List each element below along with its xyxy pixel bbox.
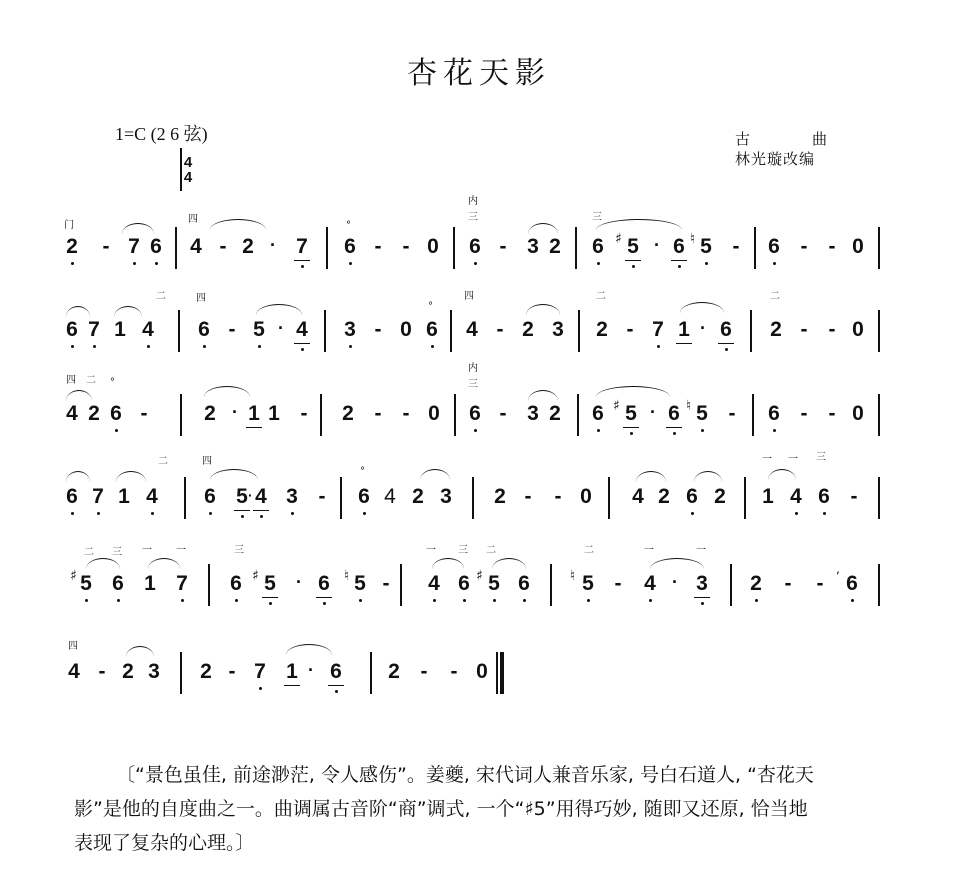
note: 6 [202,485,218,509]
fingering-mark: 四 [68,641,78,652]
note: 2 [748,572,764,596]
barline [750,310,752,352]
note: 5 [234,485,250,509]
fingering-mark: 一 [176,545,186,556]
slur [286,644,332,655]
time-numerator: 4 [183,154,193,171]
note: 0 [852,402,864,425]
note: 5 [625,235,641,259]
note: 1 [268,402,280,425]
note: 5 [78,572,94,596]
fingering-mark: 四 [196,293,206,304]
barline [577,394,579,436]
barline [178,310,180,352]
barline [320,394,322,436]
note: 6 [467,235,483,259]
dash: - [300,402,308,425]
slur [86,558,120,569]
dash: - [382,572,390,595]
barline [744,477,746,519]
fingering-mark: 二 [156,291,166,302]
sharp-icon: ♯ [615,231,622,247]
slur [122,223,154,234]
note: 6 [64,485,80,509]
note: 6 [844,572,860,596]
dash: - [499,235,507,258]
note: 6 [228,572,244,596]
note: 6 [424,318,440,342]
note: 6 [516,572,532,596]
dash: - [228,660,236,683]
note: 2 [770,318,782,341]
note: 6 [590,402,606,426]
note: 6 [356,485,372,509]
note: 0 [580,485,592,508]
note: 2 [549,235,561,258]
fingering-mark: 四 [66,375,76,386]
note: 2 [388,660,400,683]
dash: - [800,235,808,258]
note: 0 [428,402,440,425]
note: 4 [642,572,658,596]
note: 3 [284,485,300,509]
barline [578,310,580,352]
barline [754,227,756,269]
note: 2 [494,485,506,508]
slur [694,471,722,482]
note: 1 [118,485,130,508]
fingering-mark: 三 [234,545,244,556]
note: 7 [174,572,190,596]
credit-origin: 古曲 [735,130,890,148]
barline [400,564,402,606]
natural-icon: ♮ [570,568,576,584]
annotation-line-3: 表现了复杂的心理。〕 [74,832,255,854]
barline [575,227,577,269]
dash: - [228,318,236,341]
barline [450,310,452,352]
fingering-mark: ° [110,377,115,388]
note: 4 [466,318,478,341]
note: 7 [650,318,666,342]
fingering-mark: 一 [644,545,654,556]
slur [596,386,670,397]
fingering-mark: 二 [584,545,594,556]
barline [878,477,880,519]
note: 6 [328,660,344,684]
natural-icon: ♮ [686,398,692,414]
note: 6 [110,572,126,596]
barline [208,564,210,606]
note: 4 [253,485,269,509]
note: 0 [476,660,488,683]
barline [184,477,186,519]
fingering-mark: 一 [142,545,152,556]
fingering-mark: 四 [464,291,474,302]
barline [878,394,880,436]
barline [752,394,754,436]
dash: - [554,485,562,508]
note: 6 [671,235,687,259]
note: 5 [262,572,278,596]
note: 5 [486,572,502,596]
dash: - [626,318,634,341]
slur [66,471,90,482]
final-barline-thick [500,652,504,694]
slur [420,469,450,480]
fingering-mark: 一 [762,454,772,465]
natural-icon: ♮ [344,568,350,584]
note: 5 [251,318,267,342]
note: 6 [816,485,832,509]
barline [878,564,880,606]
fingering-mark: 三 [816,452,826,463]
final-barline-thin [496,652,498,694]
augmentation-dot: · [654,235,660,255]
fingering-mark: 一 [696,545,706,556]
fingering-mark: 二 [486,545,496,556]
fingering-mark: 四 [202,456,212,467]
note: 6 [666,402,682,426]
note: 6 [590,235,606,259]
augmentation-dot: · [278,318,284,338]
note: 3 [148,660,160,683]
fingering-mark: ° [360,466,365,477]
dash: - [524,485,532,508]
note: 6 [766,402,782,426]
note: 6 [342,235,358,259]
note: 6 [64,318,80,342]
augmentation-dot: · [308,660,314,680]
dash: - [728,402,736,425]
note: 0 [852,235,864,258]
fingering-mark: ° [428,301,433,312]
barline [550,564,552,606]
dash: - [732,235,740,258]
slur [148,558,180,569]
dash: - [850,485,858,508]
slur [66,390,92,401]
barline [180,652,182,694]
note: 2 [64,235,80,259]
credit-arranger: 林光璇改编 [735,150,816,168]
breath-mark: , [836,562,840,576]
augmentation-dot: · [232,402,238,422]
dash: - [450,660,458,683]
slur [528,390,558,401]
note: 2 [122,660,134,683]
note: 6 [766,235,782,259]
note: 1 [676,318,692,342]
fingering-mark: 内 [468,363,478,374]
slur [680,302,724,313]
slur [526,304,560,315]
note: 1 [246,402,262,426]
dash: - [420,660,428,683]
dash: - [374,318,382,341]
annotation-line-2: 影”是他的自度曲之一。曲调属古音阶“商”调式, 一个“♯5”用得巧妙, 随即又还原, 恰当地 [74,798,808,820]
note: 3 [342,318,358,342]
key-signature: 1=C (2 6 弦) [115,124,208,144]
time-signature [180,155,196,185]
augmentation-dot: · [700,318,706,338]
note: 7 [252,660,268,684]
slur [210,469,258,480]
natural-icon: ♮ [690,231,696,247]
barline [340,477,342,519]
note: 4 [144,485,160,509]
dash: - [499,402,507,425]
fingering-mark: 二 [86,375,96,386]
slur [768,469,796,480]
slur [432,558,464,569]
note: 6 [456,572,472,596]
page-title: 杏花天影 [407,56,551,91]
note: 2 [200,660,212,683]
barline [370,652,372,694]
dash: - [496,318,504,341]
note: 2 [412,485,424,508]
note: 5 [623,402,639,426]
note: 4 [66,402,78,425]
dash: - [828,318,836,341]
dash: - [140,402,148,425]
note: 6 [108,402,124,426]
note: 4 [140,318,156,342]
dash: - [374,235,382,258]
note: 2 [596,318,608,341]
fingering-mark: 门 [64,220,74,231]
fingering-mark: 三 [468,379,478,390]
note: 0 [852,318,864,341]
note: 3 [440,485,452,508]
note: 2 [204,402,216,425]
fingering-mark: 一 [426,545,436,556]
barline [324,310,326,352]
note: 4 [294,318,310,342]
note: 4 [68,660,80,683]
sharp-icon: ♯ [70,568,77,584]
augmentation-dot: · [248,487,253,503]
dash: - [219,235,227,258]
barline [175,227,177,269]
note: 2 [658,485,670,508]
slur [528,223,558,234]
note: 5 [698,235,714,259]
slur [210,219,266,230]
fingering-mark: 四 [188,214,198,225]
note: 5 [694,402,710,426]
note: 3 [527,235,539,258]
note: 3 [694,572,710,596]
dash: - [374,402,382,425]
dash: - [614,572,622,595]
note: 2 [88,402,100,425]
barline [472,477,474,519]
note: 3 [552,318,564,341]
time-denominator: 4 [183,169,193,186]
augmentation-dot: · [296,572,302,592]
barline [454,394,456,436]
barline [878,227,880,269]
note: 4 [190,235,202,258]
fingering-mark: 二 [596,291,606,302]
barline [730,564,732,606]
note: 7 [86,318,102,342]
slur [256,304,302,315]
note: 2 [522,318,534,341]
note: 6 [467,402,483,426]
note: 1 [114,318,126,341]
slur [650,558,704,569]
fingering-mark: 二 [770,291,780,302]
fingering-mark: 三 [112,547,122,558]
slur [492,558,526,569]
slur [636,471,666,482]
note: 6 [148,235,164,259]
note: 6 [718,318,734,342]
fingering-mark: 一 [788,454,798,465]
barline [180,394,182,436]
dash: - [800,402,808,425]
time-fraction-bar [180,148,182,191]
barline [326,227,328,269]
note: 1 [762,485,774,508]
slur [596,219,682,230]
fingering-mark: 三 [592,212,602,223]
barline [878,310,880,352]
annotation-text [74,758,898,860]
note: 4 [384,485,396,508]
note: 6 [196,318,212,342]
note: 4 [788,485,804,509]
fingering-mark: ° [346,220,351,231]
sharp-icon: ♯ [613,398,620,414]
slur [116,471,146,482]
note: 7 [126,235,142,259]
dash: - [98,660,106,683]
note: 3 [527,402,539,425]
augmentation-dot: · [672,572,678,592]
note: 6 [316,572,332,596]
note: 2 [714,485,726,508]
augmentation-dot: · [650,402,656,422]
dash: - [816,572,824,595]
slur [204,386,250,397]
dash: - [402,235,410,258]
note: 0 [400,318,412,341]
barline [453,227,455,269]
note: 5 [352,572,368,596]
note: 1 [144,572,156,595]
note: 4 [426,572,442,596]
augmentation-dot: · [270,235,276,255]
dash: - [800,318,808,341]
fingering-mark: 二 [158,456,168,467]
dash: - [828,235,836,258]
note: 2 [549,402,561,425]
dash: - [828,402,836,425]
note: 6 [684,485,700,509]
note: 2 [342,402,354,425]
annotation-line-1: 〔“景色虽佳, 前途渺茫, 令人感伤”。姜夔, 宋代词人兼音乐家, 号白石道人, “杏花天 [116,764,814,786]
slur [126,646,154,657]
note: 0 [427,235,439,258]
note: 1 [284,660,300,684]
note: 7 [90,485,106,509]
fingering-mark: 二 [84,547,94,558]
slur [66,306,90,317]
note: 7 [294,235,310,259]
note: 5 [580,572,596,596]
dash: - [318,485,326,508]
barline [608,477,610,519]
sharp-icon: ♯ [252,568,259,584]
fingering-mark: 三 [458,545,468,556]
dash: - [102,235,110,258]
sharp-icon: ♯ [476,568,483,584]
slur [114,306,142,317]
note: 2 [242,235,254,258]
dash: - [402,402,410,425]
fingering-mark: 三 [468,212,478,223]
fingering-mark: 内 [468,196,478,207]
dash: - [784,572,792,595]
note: 4 [632,485,644,508]
